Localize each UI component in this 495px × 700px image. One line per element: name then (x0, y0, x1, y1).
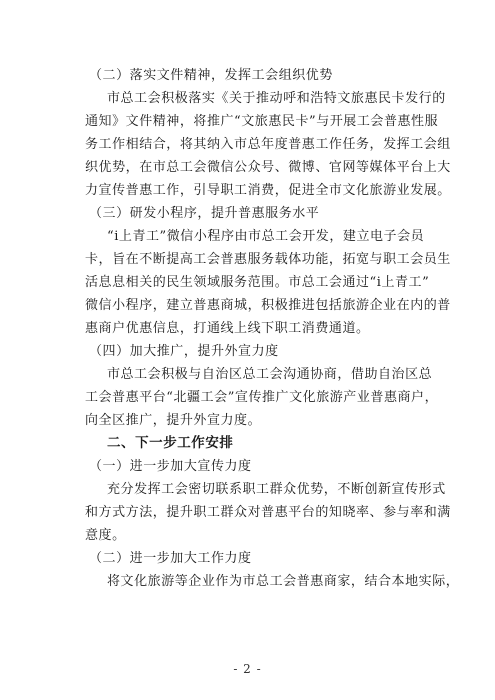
paragraph-line: 织优势，在市总工会微信公众号、微博、官网等媒体平台上大 (85, 160, 451, 175)
section-heading-promotion: （四）加大推广，提升外宣力度 (89, 344, 279, 359)
paragraph-line: 惠商户优惠信息，打通线上线下职工消费通道。 (85, 321, 370, 336)
paragraph-line: “i上青工”微信小程序由市总工会开发，建立电子会员 (107, 229, 425, 244)
section-heading-publicity: （一）进一步加大宣传力度 (89, 459, 252, 474)
paragraph-line: 将文化旅游等企业作为市总工会普惠商家，结合本地实际， (107, 574, 460, 589)
paragraph-line: 和方式方法，提升职工群众对普惠平台的知晓率、参与率和满 (85, 505, 451, 520)
paragraph-line: 卡，旨在不断提高工会普惠服务载体功能，拓宽与职工会员生 (85, 252, 451, 267)
paragraph-line: 向全区推广，提升外宣力度。 (85, 413, 262, 428)
chapter-heading-next-steps: 二、下一步工作安排 (107, 435, 234, 451)
section-heading-miniprogram: （三）研发小程序，提升普惠服务水平 (89, 206, 320, 221)
paragraph-line: 活息息相关的民生领域服务范围。市总工会通过“i上青工” (85, 275, 430, 290)
paragraph-line: 微信小程序，建立普惠商城，积极推进包括旅游企业在内的普 (85, 298, 451, 313)
paragraph-line: 通知》文件精神，将推广“文旅惠民卡”与开展工会普惠性服 (85, 114, 439, 129)
paragraph-line: 市总工会积极与自治区总工会沟通协商，借助自治区总 (107, 367, 433, 382)
paragraph-line: 市总工会积极落实《关于推动呼和浩特文旅惠民卡发行的 (107, 91, 446, 106)
document-body (85, 64, 460, 593)
section-heading-work-effort: （二）进一步加大工作力度 (89, 551, 252, 566)
section-heading-implement: （二）落实文件精神，发挥工会组织优势 (89, 68, 333, 83)
paragraph-line: 工会普惠平台“北疆工会”宣传推广文化旅游产业普惠商户， (85, 390, 439, 405)
paragraph-line: 力宣传普惠工作，引导职工消费，促进全市文化旅游业发展。 (85, 183, 451, 198)
paragraph-line: 意度。 (85, 528, 126, 543)
page-number: - 2 - (233, 662, 262, 676)
paragraph-line: 务工作相结合，将其纳入市总年度普惠工作任务，发挥工会组 (85, 137, 451, 152)
paragraph-line: 充分发挥工会密切联系职工群众优势，不断创新宣传形式 (107, 482, 446, 497)
